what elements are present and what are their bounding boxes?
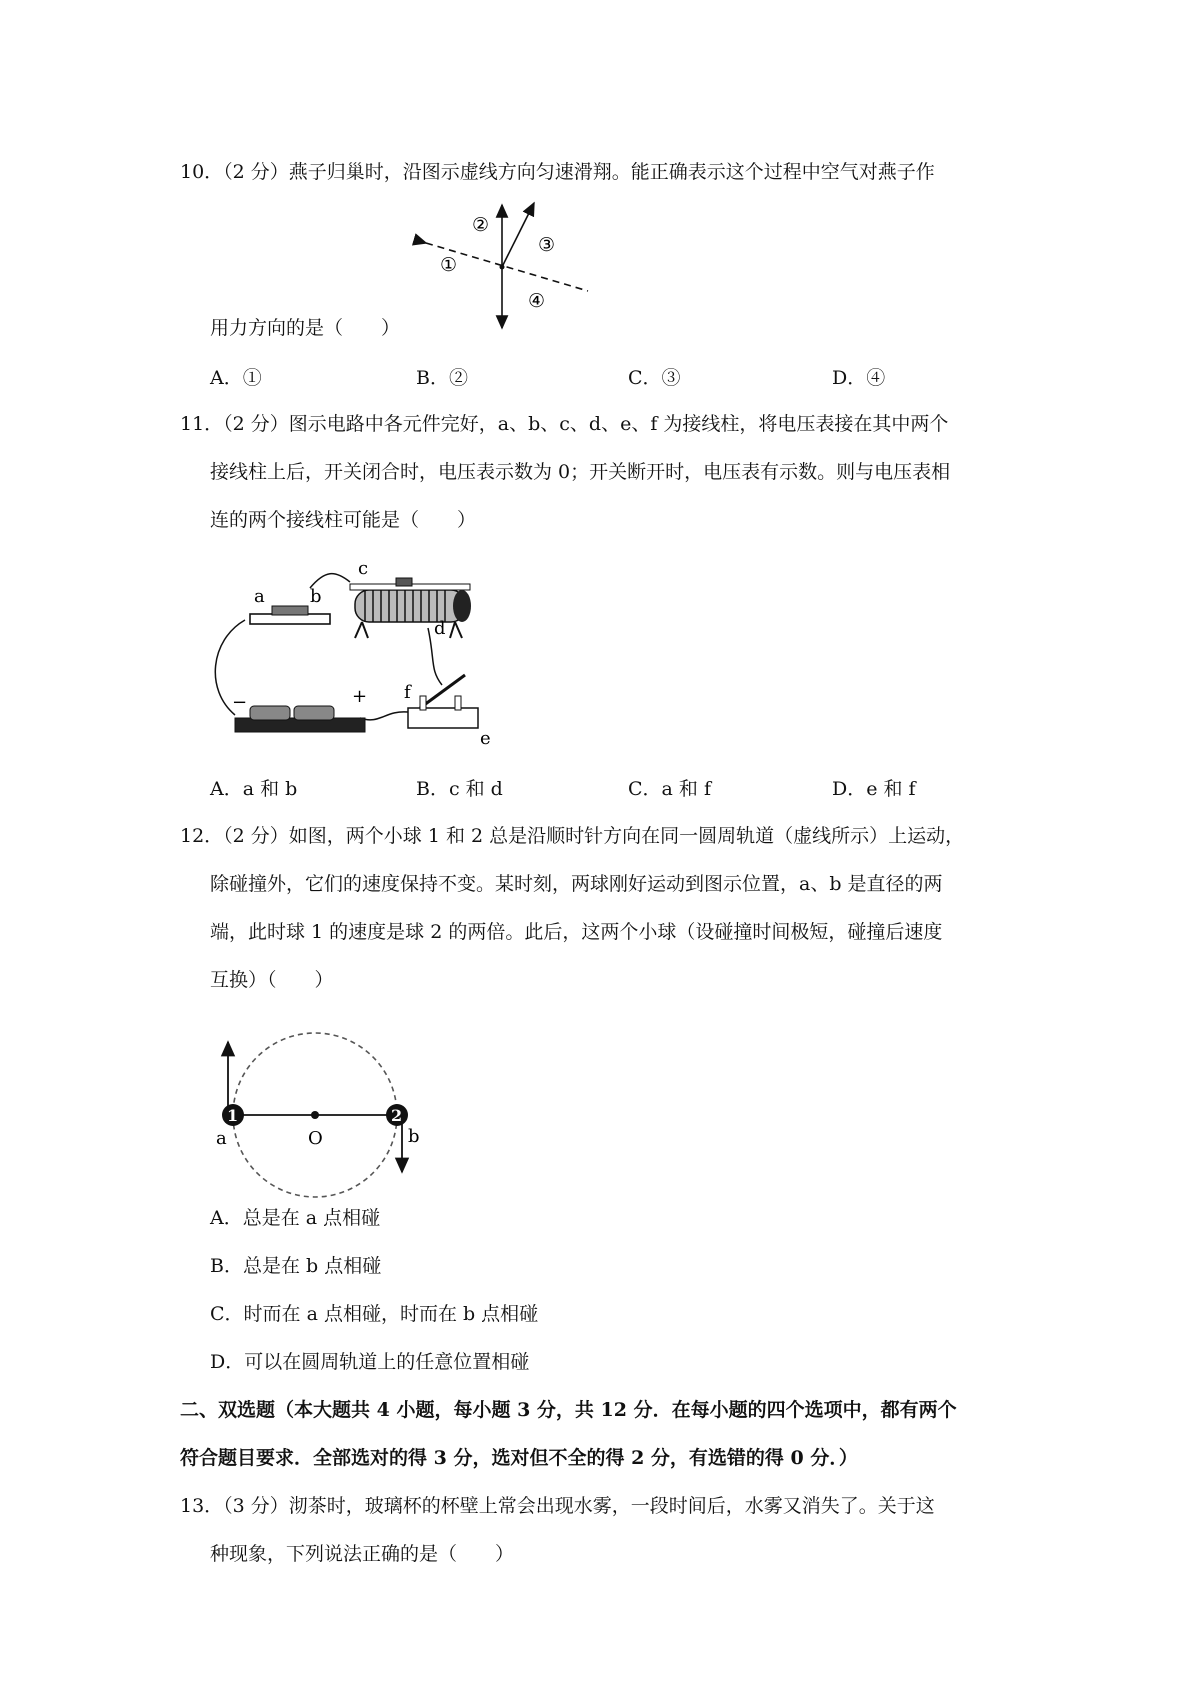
q11-label-c: c bbox=[358, 558, 369, 579]
q12-circle-diagram bbox=[210, 1020, 430, 1210]
q11-stem-line3: 连的两个接线柱可能是（ ） bbox=[210, 509, 477, 531]
q10-option-c[interactable]: C．③ bbox=[628, 367, 681, 389]
q10-label-1: ① bbox=[440, 254, 458, 276]
section2-heading-line1: 二、双选题（本大题共 4 小题，每小题 3 分，共 12 分．在每小题的四个选项中，都有两个 bbox=[180, 1399, 957, 1421]
q12-stem-line4: 互换）（ ） bbox=[210, 969, 334, 991]
q12-stem-line3: 端，此时球 1 的速度是球 2 的两倍。此后，这两个小球（设碰撞时间极短，碰撞后速度 bbox=[210, 921, 943, 943]
q12-stem-line2: 除碰撞外，它们的速度保持不变。某时刻，两球刚好运动到图示位置，a、b 是直径的两 bbox=[210, 873, 943, 895]
q10-stem-line2: 用力方向的是（ ） bbox=[210, 317, 401, 339]
q12-label-o: O bbox=[308, 1128, 323, 1149]
q10-label-4: ④ bbox=[528, 290, 546, 312]
q12-stem-line1: 12．（2 分）如图，两个小球 1 和 2 总是沿顺时针方向在同一圆周轨道（虚线所示）上运动， bbox=[180, 825, 965, 847]
q10-label-2: ② bbox=[472, 214, 490, 236]
q11-stem-line1: 11．（2 分）图示电路中各元件完好，a、b、c、d、e、f 为接线柱，将电压表接在其中两个 bbox=[180, 413, 949, 435]
q13-stem-line1: 13．（3 分）沏茶时，玻璃杯的杯壁上常会出现水雾，一段时间后，水雾又消失了。关于这 bbox=[180, 1495, 935, 1517]
q13-stem-line2: 种现象，下列说法正确的是（ ） bbox=[210, 1543, 515, 1565]
q11-switch bbox=[408, 708, 478, 728]
q12-label-a: a bbox=[216, 1128, 227, 1149]
q11-label-minus: − bbox=[232, 692, 248, 713]
q11-option-b[interactable]: B．c 和 d bbox=[416, 778, 503, 800]
q11-option-d[interactable]: D．e 和 f bbox=[832, 778, 916, 800]
q11-label-plus: + bbox=[352, 686, 368, 707]
q12-ball-1-label: 1 bbox=[227, 1106, 239, 1125]
q11-option-a[interactable]: A．a 和 b bbox=[210, 778, 298, 800]
q12-option-d[interactable]: D．可以在圆周轨道上的任意位置相碰 bbox=[210, 1351, 530, 1373]
q10-option-d[interactable]: D．④ bbox=[832, 367, 886, 389]
q12-ball-2-label: 2 bbox=[391, 1106, 403, 1125]
q10-option-b[interactable]: B．② bbox=[416, 367, 468, 389]
q10-arrow-3 bbox=[502, 203, 534, 267]
q11-stem-line2: 接线柱上后，开关闭合时，电压表示数为 0；开关断开时，电压表有示数。则与电压表相 bbox=[210, 461, 951, 483]
q11-label-b: b bbox=[310, 586, 322, 607]
section2-heading-line2: 符合题目要求．全部选对的得 3 分，选对但不全的得 2 分，有选错的得 0 分．） bbox=[180, 1447, 858, 1469]
q10-option-a[interactable]: A．① bbox=[210, 367, 262, 389]
q12-option-a[interactable]: A．总是在 a 点相碰 bbox=[210, 1207, 381, 1229]
q11-label-d: d bbox=[434, 618, 446, 639]
q11-option-c[interactable]: C．a 和 f bbox=[628, 778, 711, 800]
q10-force-diagram bbox=[410, 195, 610, 335]
q11-rheostat bbox=[355, 590, 465, 622]
q11-circuit-diagram bbox=[210, 550, 510, 750]
q12-label-b: b bbox=[408, 1126, 420, 1147]
q12-option-c[interactable]: C．时而在 a 点相碰，时而在 b 点相碰 bbox=[210, 1303, 539, 1325]
q11-label-f: f bbox=[404, 682, 411, 703]
q11-label-e: e bbox=[480, 728, 491, 749]
q10-label-3: ③ bbox=[538, 234, 556, 256]
q12-option-b[interactable]: B．总是在 b 点相碰 bbox=[210, 1255, 382, 1277]
q10-stem-line1: 10．（2 分）燕子归巢时，沿图示虚线方向匀速滑翔。能正确表示这个过程中空气对燕子作 bbox=[180, 161, 935, 183]
q11-label-a: a bbox=[254, 586, 265, 607]
